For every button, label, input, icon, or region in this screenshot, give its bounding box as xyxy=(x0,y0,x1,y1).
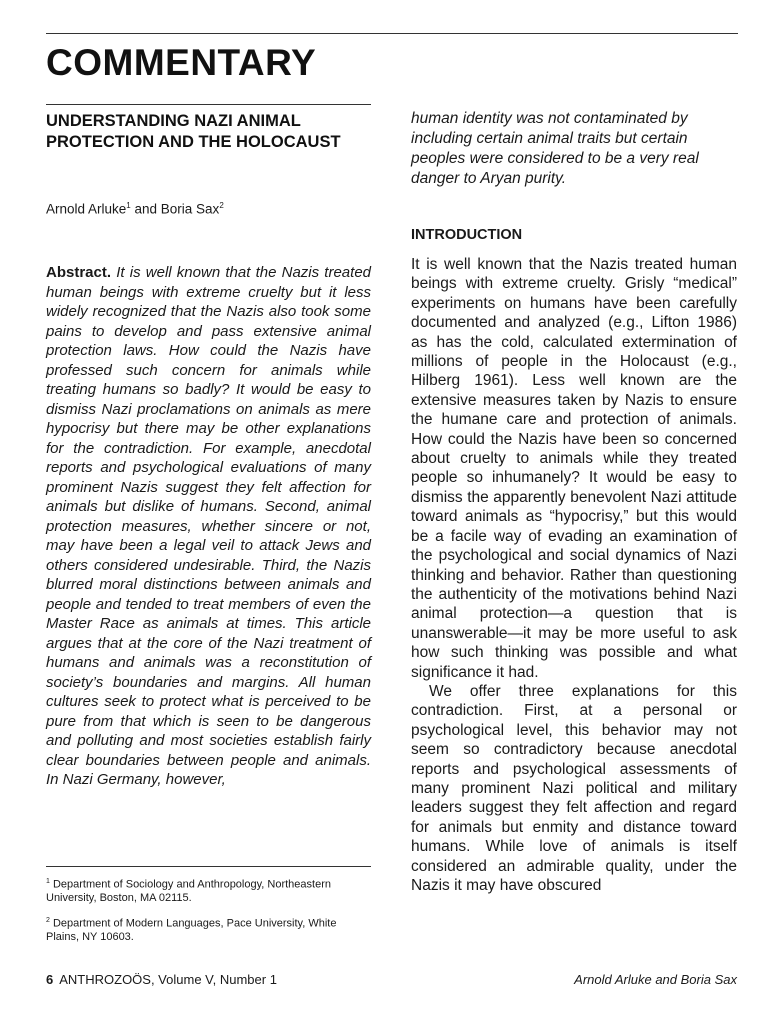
introduction-paragraph: We offer three explanations for this contradiction. First, at a personal or psychological level, this behavior may not seem so contradictory because anecdotal reports and psychological assessments of many prominent Nazi political and military leaders suggest they felt affection and regard for animals but enmity and distance toward humans. While love of animals is itself considered an admirable quality, under the Nazis it may have obscured xyxy=(411,682,737,894)
running-authors: Arnold Arluke and Boria Sax xyxy=(574,972,737,987)
journal-name: ANTHROZOÖS, Volume V, Number 1 xyxy=(59,972,277,987)
top-rule xyxy=(46,33,738,34)
footnote-rule xyxy=(46,866,371,867)
footnotes xyxy=(46,875,371,952)
author-line xyxy=(46,201,224,217)
footnote xyxy=(46,875,371,906)
footnote-text: Department of Sociology and Anthropology, Northeastern University, Boston, MA 02115. xyxy=(46,878,331,905)
abstract-continuation: human identity was not contaminated by including certain animal traits but certain peoples were considered to be a very real danger to Aryan purity. xyxy=(411,110,699,187)
article-title: UNDERSTANDING NAZI ANIMAL PROTECTION AND THE HOLOCAUST xyxy=(46,112,341,151)
section-heading: COMMENTARY xyxy=(46,42,317,83)
footnote xyxy=(46,914,371,945)
author-name: Boria Sax xyxy=(160,201,220,217)
author-affiliation-mark: 2 xyxy=(219,201,224,210)
author-affiliation-mark: 1 xyxy=(126,201,131,210)
abstract-text: It is well known that the Nazis treated human beings with extreme cruelty but it less widely recognized that the Nazis also took some pains to develop and pass extensive animal protection laws. How could the Nazis have professed such concern for animals while treating humans so badly? It would be easy to dismiss Nazi proclamations on animals as mere hypocrisy but there may be other explanations for the contradiction. For example, anecdotal reports and psychological evaluations of many prominent Nazis suggest they felt affection for animals but dislike of humans. Second, animal protection measures, whether sincere or not, may have been a legal veil to attack Jews and others considered undesirable. Third, the Nazis blurred moral distinctions between animals and people and tended to treat members of even the Master Race as animals at times. This article argues that at the core of the Nazi treatment of humans and animals was a reconstitution of society’s boundaries and margins. All human cultures seek to protect what is perceived to be pure from that which is seen to be dangerous and polluting and most societies establish fairly clear boundaries between people and animals. In Nazi Germany, however, xyxy=(46,264,372,788)
title-rule xyxy=(46,104,371,105)
introduction-heading: INTRODUCTION xyxy=(411,227,523,243)
author-joiner: and xyxy=(130,201,161,217)
abstract-label: Abstract. xyxy=(46,264,112,281)
author-name: Arnold Arluke xyxy=(46,201,127,217)
page-number: 6 xyxy=(46,972,54,987)
footnote-mark: 2 xyxy=(46,916,50,924)
footnote-text: Department of Modern Languages, Pace University, White Plains, NY 10603. xyxy=(46,917,337,943)
footnote-mark: 1 xyxy=(46,878,50,885)
introduction-body xyxy=(411,255,737,895)
page-footer-left xyxy=(46,972,277,987)
abstract-block xyxy=(46,263,371,790)
introduction-paragraph: It is well known that the Nazis treated human beings with extreme cruelty. Grisly “medical” experiments on humans have been carefully documented and analyzed (e.g., Lifton 1986) as has the cold, calculated extermination of millions of people in the Holocaust (e.g., Hilberg 1961). Less well known are the extensive measures taken by Nazis to ensure the humane care and protection of animals. How could the Nazis have been so concerned about cruelty to animals while they treated people so inhumanely? It would be easy to dismiss the apparently benevolent Nazi attitude toward animals as “hypocrisy,” but this would be a facile way of evading an examination of the psychological and social dynamics of Nazi thinking and behavior. Rather than questioning the authenticity of the motivations behind Nazi animal protection—a question that is unanswerable—it may be more useful to ask how such thinking was possible and what significance it had. xyxy=(411,256,737,681)
